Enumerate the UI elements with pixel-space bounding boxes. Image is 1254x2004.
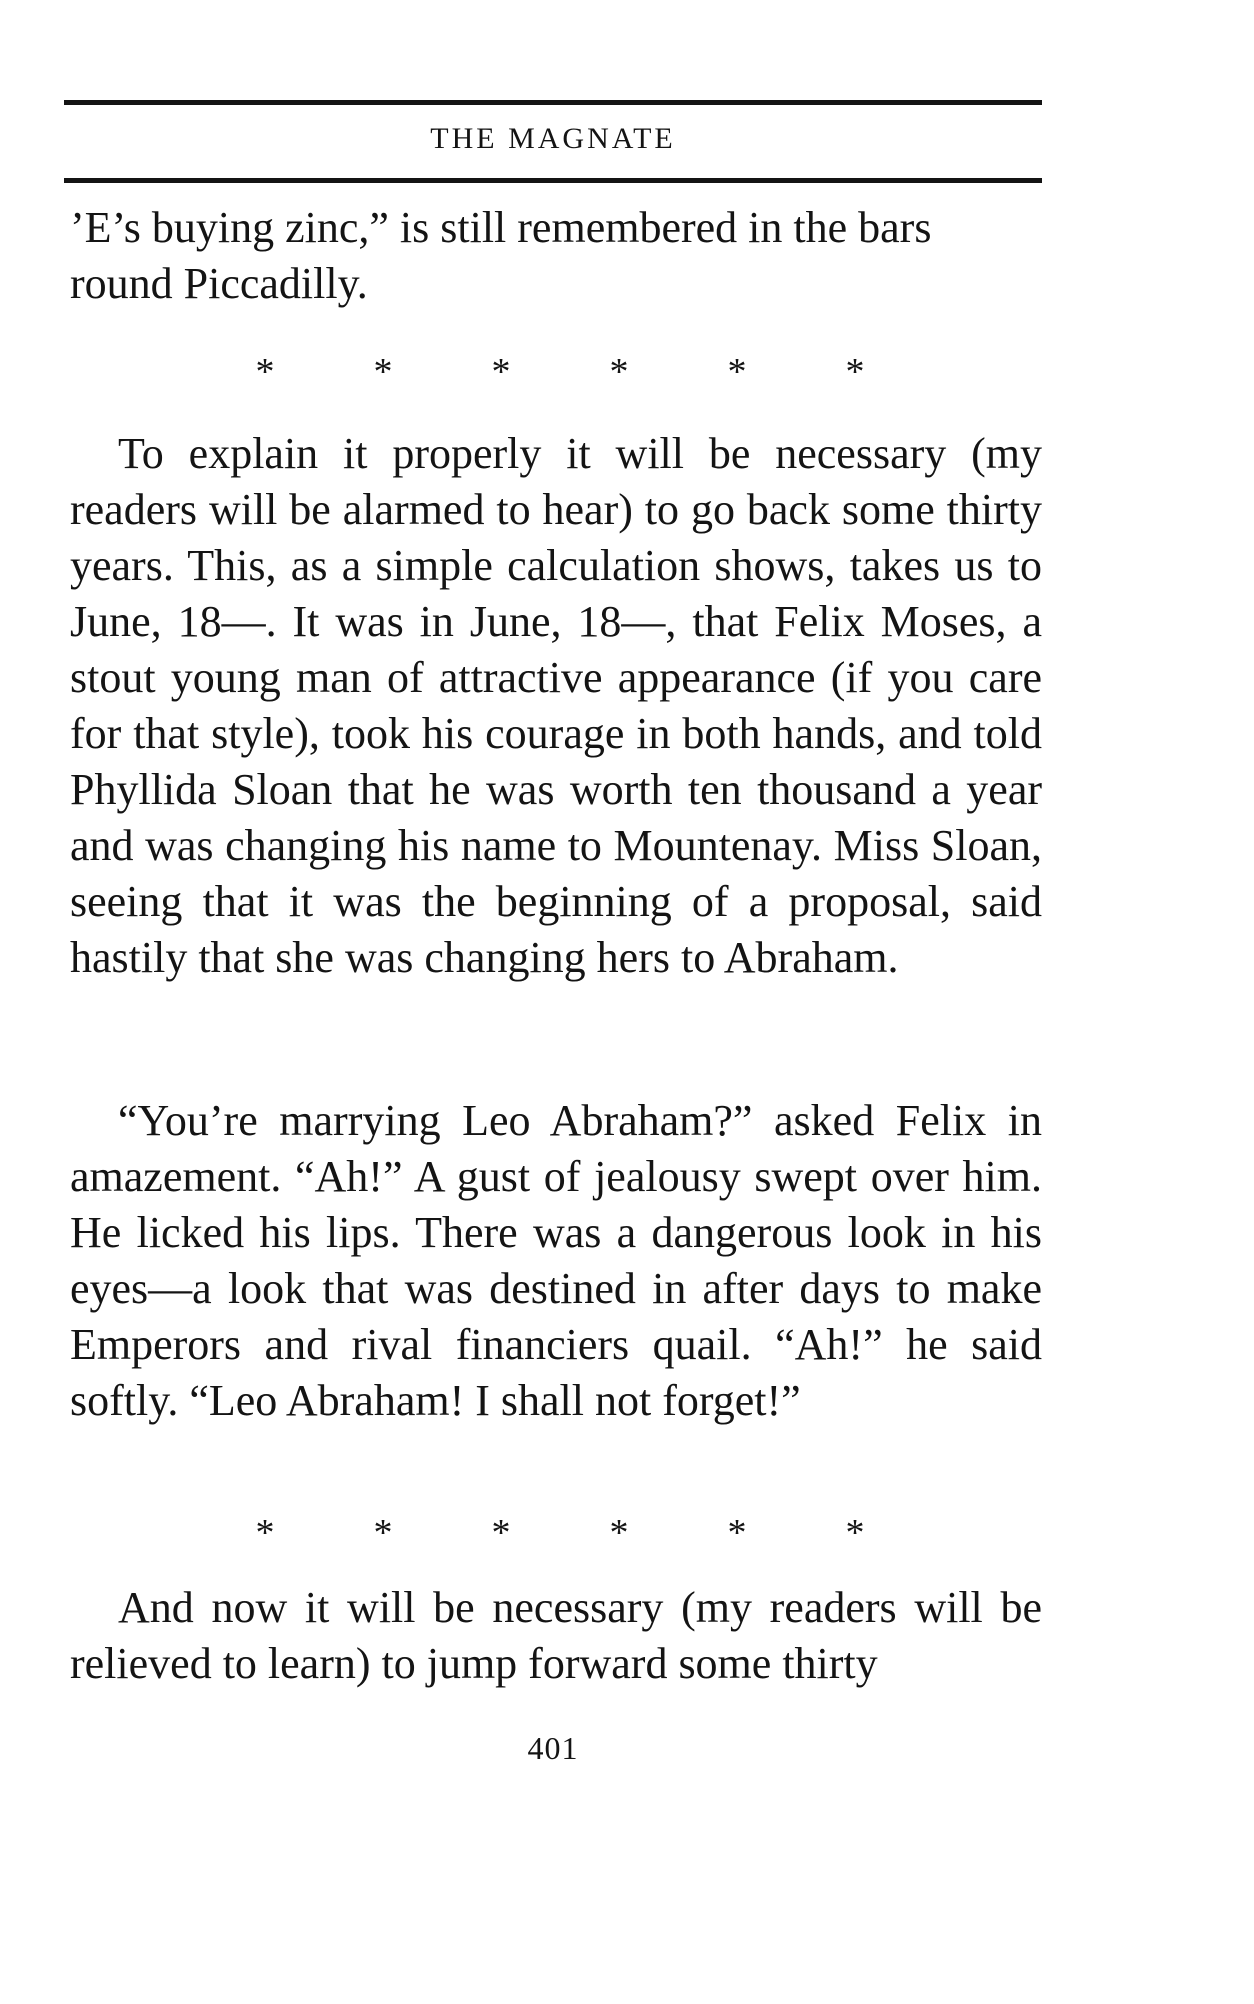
header-rule-top <box>64 100 1042 105</box>
paragraph: To explain it properly it will be necessary (my readers will be alarmed to hear) to go back some thirty years. This, as a simple calculation shows, takes us to June, 18—. It was in June, 18—, that Felix Moses, a stout young man of attractive appearance (if you care for that style), took his courage in both hands, and told Phyllida Sloan that he was worth ten thousand a year and was changing his name to Mountenay. Miss Sloan, seeing that it was the beginning of a proposal, said hastily that she was changing hers to Abraham. <box>70 429 1042 982</box>
section-break-asterisk: * <box>845 1512 865 1554</box>
section-break-asterisk: * <box>727 351 747 393</box>
paragraph: And now it will be necessary (my readers will be relieved to learn) to jump forward some thirty <box>70 1583 1042 1688</box>
section-break-asterisk: * <box>609 351 629 393</box>
header-rule-bottom <box>64 178 1042 183</box>
section-break-asterisk: * <box>255 1512 275 1554</box>
section-break <box>250 352 870 392</box>
section-break-asterisk: * <box>255 351 275 393</box>
section-break-asterisk: * <box>373 1512 393 1554</box>
running-title: THE MAGNATE <box>430 122 676 155</box>
section-break-asterisk: * <box>845 351 865 393</box>
section-break <box>250 1513 870 1553</box>
section-break-asterisk: * <box>727 1512 747 1554</box>
paragraph: ’E’s buying zinc,” is still remembered in the bars round Piccadilly. <box>70 203 932 308</box>
paragraph: “You’re marrying Leo Abraham?” asked Felix in amazement. “Ah!” A gust of jealousy swept over him. He licked his lips. There was a dangerous look in his eyes—a look that was destined in after days to make Emperors and rival financiers quail. “Ah!” he said softly. “Leo Abraham! I shall not forget!” <box>70 1096 1042 1425</box>
section-break-asterisk: * <box>491 1512 511 1554</box>
page-number: 401 <box>527 1730 579 1766</box>
section-break-asterisk: * <box>373 351 393 393</box>
section-break-asterisk: * <box>609 1512 629 1554</box>
section-break-asterisk: * <box>491 351 511 393</box>
